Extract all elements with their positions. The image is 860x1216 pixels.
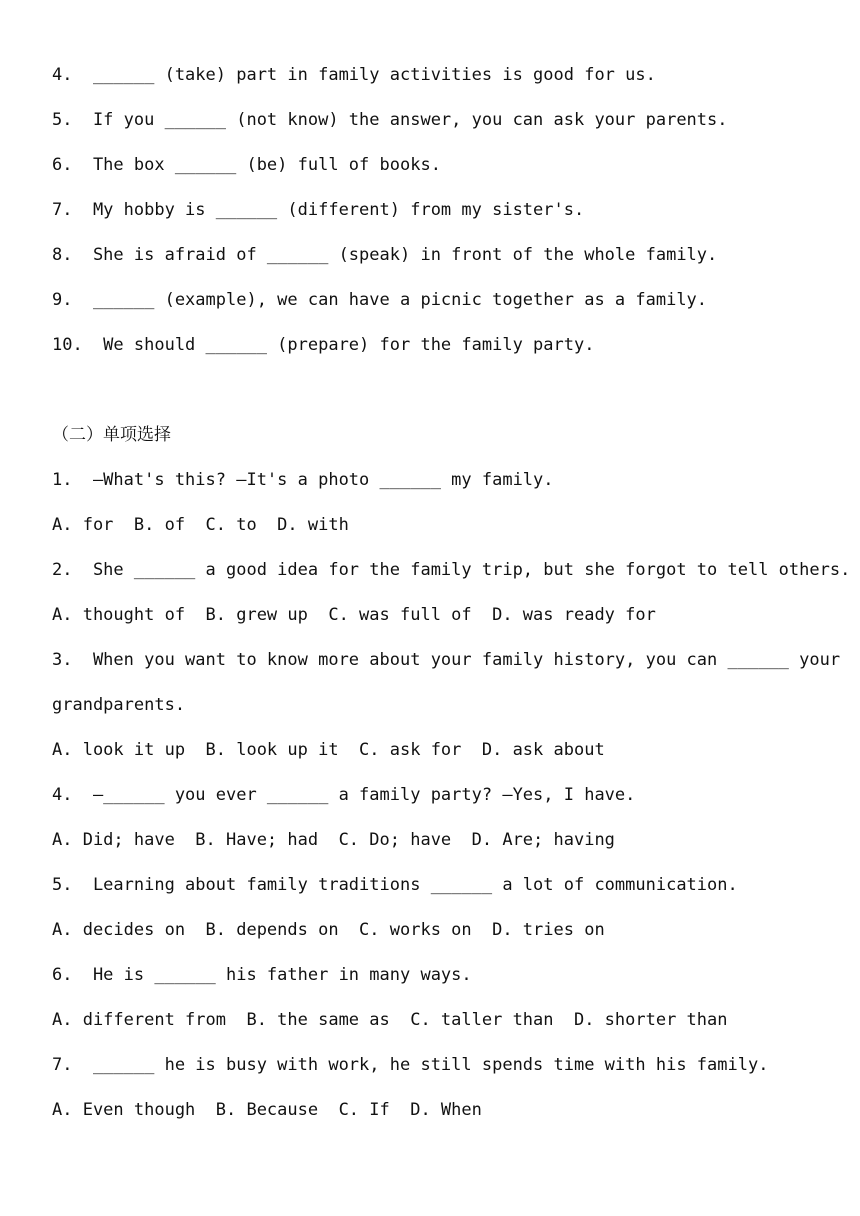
choice-options-1: A. for B. of C. to D. with <box>52 515 349 535</box>
choice-question-3: 3. When you want to know more about your family history, you can ______ your <box>52 650 841 670</box>
choice-options-7: A. Even though B. Because C. If D. When <box>52 1100 482 1120</box>
section-title: （二）单项选择 <box>52 425 171 445</box>
choice-question-6: 6. He is ______ his father in many ways. <box>52 965 472 985</box>
fill-in-question-9: 9. ______ (example), we can have a picnic together as a family. <box>52 290 708 310</box>
choice-options-3: A. look it up B. look up it C. ask for D. ask about <box>52 740 605 760</box>
choice-question-1: 1. —What's this? —It's a photo ______ my family. <box>52 470 554 490</box>
fill-in-question-10: 10. We should ______ (prepare) for the family party. <box>52 335 595 355</box>
choice-options-4: A. Did; have B. Have; had C. Do; have D. Are; having <box>52 830 615 850</box>
fill-in-question-4: 4. ______ (take) part in family activities is good for us. <box>52 65 656 85</box>
fill-in-question-7: 7. My hobby is ______ (different) from my sister's. <box>52 200 585 220</box>
choice-question-3-continued: grandparents. <box>52 695 186 715</box>
choice-question-7: 7. ______ he is busy with work, he still spends time with his family. <box>52 1055 769 1075</box>
choice-options-6: A. different from B. the same as C. taller than D. shorter than <box>52 1010 728 1030</box>
choice-question-4: 4. —______ you ever ______ a family party? —Yes, I have. <box>52 785 636 805</box>
choice-options-2: A. thought of B. grew up C. was full of D. was ready for <box>52 605 656 625</box>
choice-options-5: A. decides on B. depends on C. works on D. tries on <box>52 920 605 940</box>
choice-question-5: 5. Learning about family traditions ______ a lot of communication. <box>52 875 738 895</box>
fill-in-question-5: 5. If you ______ (not know) the answer, you can ask your parents. <box>52 110 728 130</box>
fill-in-question-6: 6. The box ______ (be) full of books. <box>52 155 441 175</box>
fill-in-question-8: 8. She is afraid of ______ (speak) in front of the whole family. <box>52 245 718 265</box>
choice-question-2: 2. She ______ a good idea for the family trip, but she forgot to tell others. <box>52 560 851 580</box>
